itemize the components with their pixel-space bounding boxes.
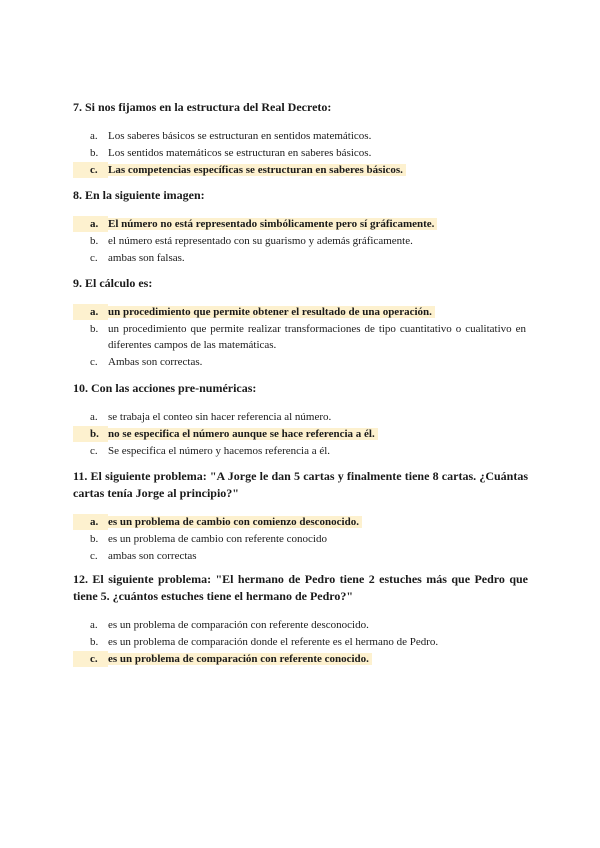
option-letter: c.	[90, 356, 98, 368]
option-c-correct	[73, 162, 528, 178]
question-title: 8. En la siguiente imagen:	[73, 188, 205, 202]
option-text: Ambas son correctas.	[108, 356, 203, 368]
question-title: 9. El cálculo es:	[73, 276, 153, 290]
option-c	[73, 354, 528, 370]
option-text: Se especifica el número y hacemos referencia a él.	[108, 445, 331, 457]
option-c-correct	[73, 651, 528, 667]
option-b	[73, 321, 528, 353]
option-text: el número está representado con su guarismo y además gráficamente.	[108, 235, 413, 247]
option-text: ambas son falsas.	[108, 252, 185, 264]
option-a	[73, 409, 528, 425]
option-text: Los saberes básicos se estructuran en sentidos matemáticos.	[108, 130, 372, 142]
option-letter: c.	[90, 252, 98, 264]
option-b	[73, 531, 528, 547]
option-letter: a.	[90, 619, 98, 631]
option-a-correct	[73, 304, 528, 320]
question-title: 11. El siguiente problema: "A Jorge le dan 5 cartas y finalmente tiene 8 cartas. ¿Cuántas cartas tenía Jorge al principio?"	[73, 469, 528, 500]
option-text: es un problema de cambio con referente conocido	[108, 533, 327, 545]
option-list	[73, 409, 528, 459]
option-list	[73, 304, 528, 370]
option-letter: b.	[90, 636, 99, 648]
option-a-correct	[73, 216, 528, 232]
option-letter: b.	[90, 533, 99, 545]
option-a-correct	[73, 514, 528, 530]
question-title: 7. Si nos fijamos en la estructura del Real Decreto:	[73, 100, 332, 114]
question-title: 10. Con las acciones pre-numéricas:	[73, 381, 257, 395]
option-letter: b.	[90, 147, 99, 159]
question-7	[73, 99, 528, 179]
option-letter: c.	[73, 162, 108, 178]
option-letter: a.	[73, 304, 108, 320]
option-list	[73, 128, 528, 178]
question-8	[73, 187, 528, 267]
question-title: 12. El siguiente problema: "El hermano de Pedro tiene 2 estuches más que Pedro que tiene 5. ¿cuántos estuches tiene el hermano de Pedro?"	[73, 572, 528, 603]
option-b	[73, 233, 528, 249]
option-letter: a.	[90, 411, 98, 423]
option-text: Los sentidos matemáticos se estructuran en saberes básicos.	[108, 147, 372, 159]
option-list	[73, 617, 528, 667]
option-text: Las competencias específicas se estructuran en saberes básicos.	[108, 164, 406, 176]
question-9	[73, 275, 528, 371]
option-text: se trabaja el conteo sin hacer referencia al número.	[108, 411, 332, 423]
option-letter: b.	[90, 323, 99, 335]
option-letter: a.	[90, 130, 98, 142]
option-text: no se especifica el número aunque se hace referencia a él.	[108, 428, 378, 440]
question-11	[73, 468, 528, 565]
option-letter: a.	[73, 514, 108, 530]
option-text: un procedimiento que permite obtener el resultado de una operación.	[108, 306, 435, 318]
option-text: ambas son correctas	[108, 550, 197, 562]
option-a	[73, 617, 528, 633]
option-text: es un problema de comparación donde el referente es el hermano de Pedro.	[108, 636, 439, 648]
option-b-correct	[73, 426, 528, 442]
option-c	[73, 250, 528, 266]
question-10	[73, 380, 528, 460]
option-list	[73, 514, 528, 564]
option-text: es un problema de comparación con referente conocido.	[108, 653, 372, 665]
option-letter: b.	[73, 426, 108, 442]
option-letter: b.	[90, 235, 99, 247]
question-12	[73, 571, 528, 668]
option-text: un procedimiento que permite realizar transformaciones de tipo cuantitativo o cualitativo en diferentes campos de las matemáticas.	[108, 323, 526, 351]
option-letter: a.	[73, 216, 108, 232]
option-a	[73, 128, 528, 144]
option-text: es un problema de comparación con referente desconocido.	[108, 619, 369, 631]
option-list	[73, 216, 528, 266]
option-letter: c.	[73, 651, 108, 667]
option-b	[73, 145, 528, 161]
option-text: El número no está representado simbólicamente pero sí gráficamente.	[108, 218, 437, 230]
option-c	[73, 548, 528, 564]
option-letter: c.	[90, 550, 98, 562]
option-text: es un problema de cambio con comienzo desconocido.	[108, 516, 362, 528]
option-c	[73, 443, 528, 459]
option-letter: c.	[90, 445, 98, 457]
option-b	[73, 634, 528, 650]
